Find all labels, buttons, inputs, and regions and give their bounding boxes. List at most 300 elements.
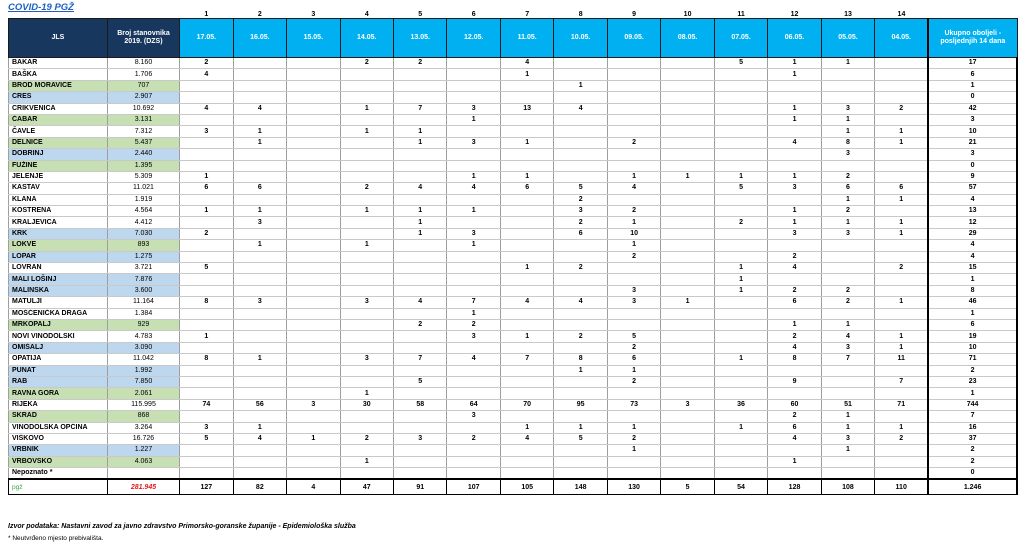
case-count: [661, 468, 714, 480]
case-count: 1: [233, 206, 286, 217]
case-count: [340, 285, 393, 296]
case-count: [875, 365, 928, 376]
table-row: [9, 354, 1018, 365]
table-row: [9, 92, 1018, 103]
case-count: 1: [500, 69, 553, 80]
case-count: [821, 240, 874, 251]
case-count: [394, 240, 447, 251]
case-count: [233, 160, 286, 171]
case-count: [394, 308, 447, 319]
case-count: [607, 160, 660, 171]
case-count: [661, 160, 714, 171]
case-count: 4: [394, 297, 447, 308]
table-row: [9, 228, 1018, 239]
municipality-name: ČABAR: [9, 114, 108, 125]
case-count: [287, 251, 340, 262]
population-value: 2.907: [107, 92, 179, 103]
case-count: 2: [607, 251, 660, 262]
case-count: [287, 263, 340, 274]
case-count: [607, 194, 660, 205]
case-count: 1: [714, 354, 767, 365]
case-count: [607, 149, 660, 160]
case-count: 1: [661, 297, 714, 308]
case-count: [500, 217, 553, 228]
case-count: 6: [500, 183, 553, 194]
case-count: [447, 58, 500, 69]
case-count: 3: [821, 228, 874, 239]
case-count: [661, 137, 714, 148]
case-count: 7: [875, 376, 928, 387]
case-count: [287, 228, 340, 239]
row-total: 21: [928, 137, 1017, 148]
case-count: [394, 411, 447, 422]
row-total: 7: [928, 411, 1017, 422]
case-count: [447, 468, 500, 480]
case-count: [287, 160, 340, 171]
column-number: 4: [364, 11, 369, 18]
row-total: 3: [928, 149, 1017, 160]
case-count: 2: [180, 228, 233, 239]
municipality-name: SKRAD: [9, 411, 108, 422]
case-count: 1: [447, 240, 500, 251]
case-count: [340, 160, 393, 171]
case-count: [554, 342, 607, 353]
case-count: [447, 342, 500, 353]
day-total: 127: [180, 479, 233, 495]
case-count: [821, 80, 874, 91]
case-count: 8: [180, 354, 233, 365]
header-date: 09.05.: [607, 19, 660, 58]
day-total: 128: [768, 479, 821, 495]
case-count: [875, 114, 928, 125]
case-count: [180, 456, 233, 467]
municipality-name: KOSTRENA: [9, 206, 108, 217]
case-count: 60: [768, 399, 821, 410]
case-count: [661, 217, 714, 228]
column-number: 13: [844, 11, 852, 18]
case-count: [287, 206, 340, 217]
table-row: [9, 376, 1018, 387]
case-count: [340, 217, 393, 228]
case-count: [287, 240, 340, 251]
row-total: 12: [928, 217, 1017, 228]
row-total: 744: [928, 399, 1017, 410]
case-count: 7: [394, 103, 447, 114]
population-value: 4.783: [107, 331, 179, 342]
case-count: 4: [821, 331, 874, 342]
case-count: 1: [233, 240, 286, 251]
row-total: 0: [928, 160, 1017, 171]
case-count: [661, 422, 714, 433]
case-count: 7: [500, 354, 553, 365]
case-count: 2: [554, 331, 607, 342]
municipality-name: BAŠKA: [9, 69, 108, 80]
case-count: 6: [875, 183, 928, 194]
municipality-name: MALINSKA: [9, 285, 108, 296]
population-value: 7.876: [107, 274, 179, 285]
case-count: [394, 388, 447, 399]
municipality-name: LOPAR: [9, 251, 108, 262]
case-count: [447, 274, 500, 285]
case-count: [447, 251, 500, 262]
case-count: 1: [821, 114, 874, 125]
case-count: [554, 58, 607, 69]
case-count: [554, 251, 607, 262]
table-row: [9, 433, 1018, 444]
case-count: [768, 194, 821, 205]
column-number: 2: [257, 11, 262, 18]
case-count: 1: [500, 137, 553, 148]
row-total: 29: [928, 228, 1017, 239]
case-count: [714, 103, 767, 114]
case-count: [233, 58, 286, 69]
case-count: 1: [768, 217, 821, 228]
row-total: 2: [928, 365, 1017, 376]
case-count: 4: [768, 433, 821, 444]
case-count: [287, 297, 340, 308]
case-count: [180, 160, 233, 171]
case-count: [233, 114, 286, 125]
case-count: 1: [661, 171, 714, 182]
case-count: 4: [607, 183, 660, 194]
case-count: 3: [447, 331, 500, 342]
case-count: 8: [768, 354, 821, 365]
municipality-name: RAB: [9, 376, 108, 387]
case-count: 4: [500, 433, 553, 444]
case-count: [447, 422, 500, 433]
case-count: [394, 342, 447, 353]
case-count: [233, 274, 286, 285]
case-count: 2: [821, 285, 874, 296]
header-date: 16.05.: [233, 19, 286, 58]
case-count: [340, 251, 393, 262]
case-count: [661, 433, 714, 444]
municipality-name: MATULJI: [9, 297, 108, 308]
case-count: [447, 149, 500, 160]
case-count: [340, 468, 393, 480]
case-count: [180, 319, 233, 330]
case-count: [714, 297, 767, 308]
case-count: 9: [768, 376, 821, 387]
case-count: 1: [821, 194, 874, 205]
case-count: 71: [875, 399, 928, 410]
case-count: [821, 308, 874, 319]
case-count: [340, 69, 393, 80]
case-count: [233, 365, 286, 376]
municipality-name: KRALJEVICA: [9, 217, 108, 228]
covid-table: [8, 6, 1018, 495]
case-count: 58: [394, 399, 447, 410]
case-count: 7: [394, 354, 447, 365]
case-count: [875, 149, 928, 160]
case-count: [394, 422, 447, 433]
case-count: [821, 263, 874, 274]
table-row: [9, 445, 1018, 456]
case-count: 1: [447, 206, 500, 217]
case-count: 6: [607, 354, 660, 365]
case-count: [607, 114, 660, 125]
case-count: 1: [500, 422, 553, 433]
case-count: [287, 149, 340, 160]
case-count: [661, 69, 714, 80]
case-count: 6: [768, 297, 821, 308]
case-count: 1: [233, 126, 286, 137]
case-count: 1: [500, 331, 553, 342]
case-count: [768, 445, 821, 456]
table-row: [9, 468, 1018, 480]
case-count: [447, 160, 500, 171]
case-count: [394, 285, 447, 296]
case-count: [233, 388, 286, 399]
case-count: [661, 251, 714, 262]
case-count: [875, 468, 928, 480]
case-count: [287, 308, 340, 319]
case-count: 3: [447, 103, 500, 114]
municipality-name: DOBRINJ: [9, 149, 108, 160]
case-count: [340, 422, 393, 433]
header-date: 14.05.: [340, 19, 393, 58]
case-count: [500, 308, 553, 319]
case-count: [287, 217, 340, 228]
case-count: 36: [714, 399, 767, 410]
table-row: [9, 388, 1018, 399]
row-total: 1: [928, 308, 1017, 319]
case-count: [714, 228, 767, 239]
case-count: [875, 206, 928, 217]
case-count: [875, 160, 928, 171]
case-count: [661, 103, 714, 114]
case-count: [233, 92, 286, 103]
row-total: 0: [928, 468, 1017, 480]
case-count: 5: [180, 263, 233, 274]
case-count: [661, 388, 714, 399]
case-count: [340, 228, 393, 239]
case-count: [768, 149, 821, 160]
case-count: [714, 251, 767, 262]
row-total: 71: [928, 354, 1017, 365]
case-count: 3: [607, 285, 660, 296]
municipality-name: PUNAT: [9, 365, 108, 376]
case-count: [447, 92, 500, 103]
column-number: 9: [632, 11, 637, 18]
day-total: 47: [340, 479, 393, 495]
case-count: [233, 376, 286, 387]
case-count: [875, 445, 928, 456]
case-count: 1: [340, 103, 393, 114]
case-count: [394, 171, 447, 182]
population-value: 7.312: [107, 126, 179, 137]
population-value: 1.227: [107, 445, 179, 456]
population-value: 115.995: [107, 399, 179, 410]
case-count: [287, 468, 340, 480]
case-count: [554, 456, 607, 467]
case-count: 51: [821, 399, 874, 410]
case-count: [287, 137, 340, 148]
municipality-name: KLANA: [9, 194, 108, 205]
municipality-name: JELENJE: [9, 171, 108, 182]
municipality-name: FUŽINE: [9, 160, 108, 171]
case-count: [875, 308, 928, 319]
case-count: [233, 285, 286, 296]
day-total: 54: [714, 479, 767, 495]
header-date: 08.05.: [661, 19, 714, 58]
case-count: [340, 137, 393, 148]
case-count: 1: [500, 263, 553, 274]
case-count: 2: [180, 58, 233, 69]
case-count: 73: [607, 399, 660, 410]
case-count: [233, 342, 286, 353]
row-total: 10: [928, 342, 1017, 353]
row-total: 3: [928, 114, 1017, 125]
day-total: 107: [447, 479, 500, 495]
case-count: 5: [714, 183, 767, 194]
table-row: [9, 58, 1018, 69]
case-count: 1: [394, 126, 447, 137]
population-value: 16.726: [107, 433, 179, 444]
case-count: [233, 171, 286, 182]
case-count: [340, 171, 393, 182]
case-count: [340, 80, 393, 91]
population-value: 1.706: [107, 69, 179, 80]
row-total: 17: [928, 58, 1017, 69]
case-count: [875, 319, 928, 330]
table-row: [9, 149, 1018, 160]
case-count: 1: [607, 171, 660, 182]
case-count: [714, 206, 767, 217]
case-count: [447, 285, 500, 296]
case-count: [768, 365, 821, 376]
case-count: 2: [714, 217, 767, 228]
case-count: [661, 274, 714, 285]
case-count: [714, 445, 767, 456]
case-count: [394, 274, 447, 285]
case-count: 3: [180, 422, 233, 433]
page-title: COVID-19 PGŽ: [8, 2, 74, 13]
case-count: [768, 80, 821, 91]
municipality-name: LOKVE: [9, 240, 108, 251]
case-count: [287, 354, 340, 365]
case-count: 4: [447, 183, 500, 194]
case-count: [875, 411, 928, 422]
case-count: [714, 69, 767, 80]
case-count: [768, 388, 821, 399]
case-count: 3: [821, 149, 874, 160]
case-count: 4: [768, 263, 821, 274]
case-count: [607, 58, 660, 69]
case-count: 1: [768, 319, 821, 330]
case-count: [287, 80, 340, 91]
table-row: [9, 263, 1018, 274]
case-count: [661, 183, 714, 194]
case-count: [287, 376, 340, 387]
case-count: [394, 331, 447, 342]
case-count: [180, 217, 233, 228]
population-value: 10.692: [107, 103, 179, 114]
case-count: [500, 80, 553, 91]
case-count: [714, 468, 767, 480]
header-row: [9, 19, 1018, 58]
row-total: 4: [928, 194, 1017, 205]
population-value: 3.090: [107, 342, 179, 353]
case-count: [394, 251, 447, 262]
case-count: [821, 365, 874, 376]
case-count: 2: [394, 58, 447, 69]
population-value: 929: [107, 319, 179, 330]
table-row: [9, 137, 1018, 148]
header-jls: JLS: [9, 19, 108, 58]
case-count: 1: [180, 171, 233, 182]
case-count: [714, 149, 767, 160]
case-count: [661, 194, 714, 205]
case-count: [821, 69, 874, 80]
case-count: 8: [554, 354, 607, 365]
header-date: 17.05.: [180, 19, 233, 58]
case-count: [768, 92, 821, 103]
header-date: 15.05.: [287, 19, 340, 58]
row-total: 9: [928, 171, 1017, 182]
case-count: [554, 149, 607, 160]
case-count: 2: [607, 376, 660, 387]
case-count: [875, 92, 928, 103]
case-count: 1: [875, 331, 928, 342]
case-count: [661, 331, 714, 342]
totals-label: pgž: [9, 479, 108, 495]
case-count: [233, 149, 286, 160]
case-count: [554, 285, 607, 296]
case-count: 1: [607, 240, 660, 251]
case-count: [233, 308, 286, 319]
case-count: [714, 411, 767, 422]
population-value: 5.309: [107, 171, 179, 182]
case-count: [500, 319, 553, 330]
table-row: [9, 206, 1018, 217]
case-count: [714, 331, 767, 342]
population-value: 1.275: [107, 251, 179, 262]
row-total: 6: [928, 319, 1017, 330]
case-count: 95: [554, 399, 607, 410]
table-row: [9, 160, 1018, 171]
table-row: [9, 411, 1018, 422]
case-count: [394, 365, 447, 376]
case-count: [714, 137, 767, 148]
case-count: [714, 376, 767, 387]
case-count: [180, 285, 233, 296]
case-count: 2: [340, 58, 393, 69]
row-total: 1: [928, 274, 1017, 285]
case-count: [607, 468, 660, 480]
case-count: [554, 114, 607, 125]
case-count: 1: [714, 285, 767, 296]
case-count: 74: [180, 399, 233, 410]
case-count: 3: [607, 297, 660, 308]
case-count: [180, 240, 233, 251]
case-count: [500, 445, 553, 456]
case-count: [768, 240, 821, 251]
case-count: [768, 274, 821, 285]
case-count: [661, 456, 714, 467]
municipality-name: LOVRAN: [9, 263, 108, 274]
case-count: [500, 388, 553, 399]
population-value: 1.992: [107, 365, 179, 376]
case-count: [233, 251, 286, 262]
case-count: 3: [180, 126, 233, 137]
row-total: 57: [928, 183, 1017, 194]
table-row: [9, 456, 1018, 467]
population-value: 7.030: [107, 228, 179, 239]
case-count: 1: [394, 228, 447, 239]
case-count: 4: [500, 58, 553, 69]
day-total: 82: [233, 479, 286, 495]
